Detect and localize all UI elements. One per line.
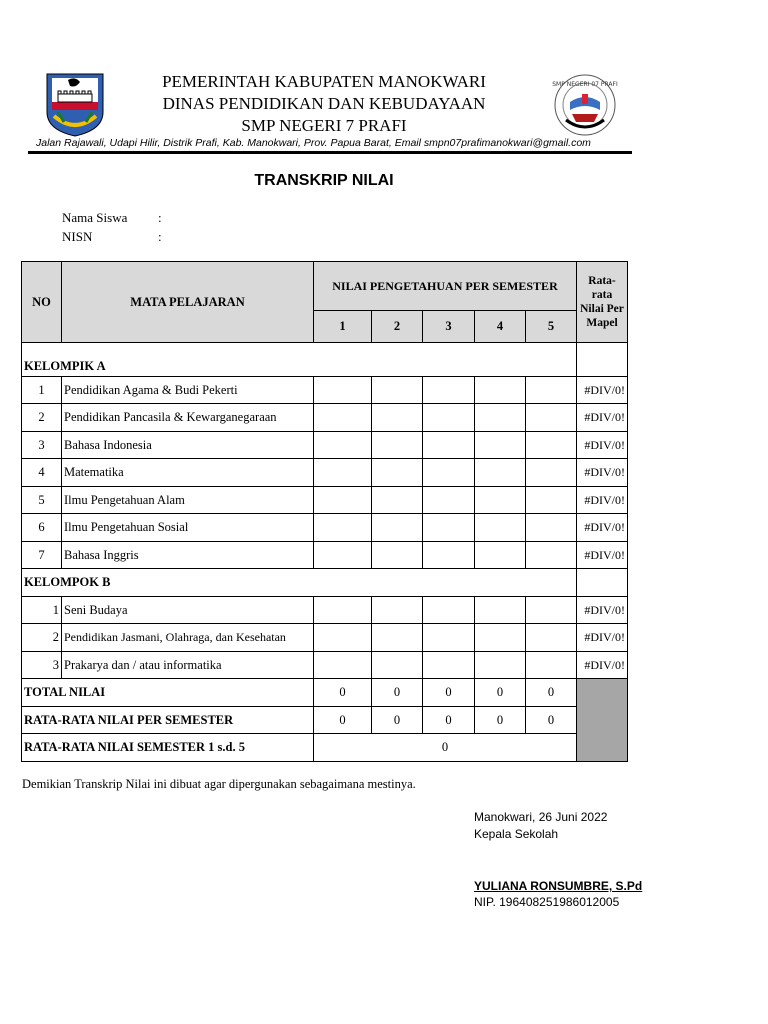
grade-cell[interactable] <box>475 624 526 652</box>
grade-cell[interactable] <box>475 542 526 569</box>
grade-cell[interactable] <box>526 459 577 487</box>
group-row-b <box>22 569 628 597</box>
field-nisn <box>62 229 162 245</box>
signature-name: YULIANA RONSUMBRE, S.Pd <box>474 879 643 893</box>
row-average: #DIV/0! <box>577 542 628 569</box>
grade-cell[interactable] <box>423 652 475 679</box>
row-no: 3 <box>22 432 62 459</box>
grade-cell[interactable] <box>475 404 526 432</box>
grade-cell[interactable] <box>526 377 577 404</box>
grade-cell[interactable] <box>475 432 526 459</box>
avg-all-row <box>22 734 628 762</box>
row-average: #DIV/0! <box>577 597 628 624</box>
table-row <box>22 514 628 542</box>
total-value: 0 <box>475 679 526 707</box>
row-no: 1 <box>22 597 62 624</box>
table-row <box>22 404 628 432</box>
total-row <box>22 679 628 707</box>
grades-table-wrapper <box>21 261 628 762</box>
grade-cell[interactable] <box>372 404 423 432</box>
avg-semester-value: 0 <box>526 707 577 734</box>
grade-cell[interactable] <box>475 377 526 404</box>
header-semester-4: 4 <box>475 311 526 343</box>
row-no: 1 <box>22 377 62 404</box>
group-empty-cell <box>577 569 628 597</box>
grade-cell[interactable] <box>423 624 475 652</box>
table-row <box>22 597 628 624</box>
grade-cell[interactable] <box>423 377 475 404</box>
grade-cell[interactable] <box>526 652 577 679</box>
row-no: 2 <box>22 624 62 652</box>
header-average-per-subject: Rata-rata Nilai Per Mapel <box>577 262 628 343</box>
grade-cell[interactable] <box>372 597 423 624</box>
row-no: 2 <box>22 404 62 432</box>
field-student-name <box>62 210 162 226</box>
grade-cell[interactable] <box>475 459 526 487</box>
header-department: DINAS PENDIDIKAN DAN KEBUDAYAAN <box>162 94 486 113</box>
grade-cell[interactable] <box>314 432 372 459</box>
grade-cell[interactable] <box>314 487 372 514</box>
school-logo <box>552 72 618 138</box>
header-government: PEMERINTAH KABUPATEN MANOKWARI <box>162 72 486 91</box>
row-average: #DIV/0! <box>577 487 628 514</box>
grade-cell[interactable] <box>372 624 423 652</box>
table-row <box>22 487 628 514</box>
grade-cell[interactable] <box>372 459 423 487</box>
row-average: #DIV/0! <box>577 432 628 459</box>
school-address: Jalan Rajawali, Udapi Hilir, Distrik Prafi, Kab. Manokwari, Prov. Papua Barat, Email smpn07prafimanokwari@gmail.com <box>36 137 591 149</box>
row-subject: Matematika <box>62 459 314 487</box>
grade-cell[interactable] <box>423 459 475 487</box>
row-subject: Pendidikan Pancasila & Kewarganegaraan <box>62 404 314 432</box>
total-value: 0 <box>423 679 475 707</box>
grade-cell[interactable] <box>314 404 372 432</box>
signature-nip: NIP. 196408251986012005 <box>474 895 620 909</box>
group-label-b: KELOMPOK B <box>22 569 577 597</box>
row-no: 7 <box>22 542 62 569</box>
total-label: TOTAL NILAI <box>22 679 314 707</box>
total-value: 0 <box>314 679 372 707</box>
table-row <box>22 377 628 404</box>
grade-cell[interactable] <box>526 542 577 569</box>
grade-cell[interactable] <box>372 432 423 459</box>
grade-cell[interactable] <box>314 459 372 487</box>
grade-cell[interactable] <box>423 542 475 569</box>
grade-cell[interactable] <box>314 652 372 679</box>
row-average: #DIV/0! <box>577 459 628 487</box>
avg-semester-label: RATA-RATA NILAI PER SEMESTER <box>22 707 314 734</box>
grade-cell[interactable] <box>526 432 577 459</box>
avg-all-value: 0 <box>314 734 577 762</box>
grade-cell[interactable] <box>314 542 372 569</box>
table-row <box>22 624 628 652</box>
field-separator: : <box>158 229 162 244</box>
field-label: NISN <box>62 229 93 244</box>
row-subject: Pendidikan Jasmani, Olahraga, dan Kesehatan <box>62 624 314 652</box>
table-row <box>22 652 628 679</box>
signature-role: Kepala Sekolah <box>474 827 559 841</box>
row-no: 3 <box>22 652 62 679</box>
table-row <box>22 459 628 487</box>
row-average: #DIV/0! <box>577 404 628 432</box>
total-value: 0 <box>372 679 423 707</box>
grade-cell[interactable] <box>423 432 475 459</box>
avg-semester-value: 0 <box>423 707 475 734</box>
row-subject: Seni Budaya <box>62 597 314 624</box>
grade-cell[interactable] <box>314 377 372 404</box>
table-header-row <box>22 262 628 311</box>
row-subject: Ilmu Pengetahuan Sosial <box>62 514 314 542</box>
summary-grey-block <box>577 679 628 762</box>
avg-semester-value: 0 <box>475 707 526 734</box>
signature-place-date: Manokwari, 26 Juni 2022 <box>474 810 608 824</box>
header-semester-2: 2 <box>372 311 423 343</box>
grade-cell[interactable] <box>526 597 577 624</box>
grade-cell[interactable] <box>423 597 475 624</box>
header-semester-3: 3 <box>423 311 475 343</box>
grade-cell[interactable] <box>475 487 526 514</box>
grade-cell[interactable] <box>423 487 475 514</box>
header-no: NO <box>22 262 62 343</box>
grades-table <box>21 261 628 762</box>
avg-semester-value: 0 <box>372 707 423 734</box>
avg-semester-value: 0 <box>314 707 372 734</box>
grade-cell[interactable] <box>372 487 423 514</box>
table-row <box>22 432 628 459</box>
header-school: SMP NEGERI 7 PRAFI <box>241 116 407 135</box>
group-label-a: KELOMPIK A <box>22 343 577 377</box>
header-semester-5: 5 <box>526 311 577 343</box>
row-subject: Bahasa Inggris <box>62 542 314 569</box>
table-row <box>22 542 628 569</box>
grade-cell[interactable] <box>314 597 372 624</box>
grade-cell[interactable] <box>526 487 577 514</box>
row-no: 4 <box>22 459 62 487</box>
grade-cell[interactable] <box>526 404 577 432</box>
grade-cell[interactable] <box>526 514 577 542</box>
row-average: #DIV/0! <box>577 514 628 542</box>
row-subject: Bahasa Indonesia <box>62 432 314 459</box>
grade-cell[interactable] <box>372 514 423 542</box>
group-empty-cell <box>577 343 628 377</box>
row-average: #DIV/0! <box>577 624 628 652</box>
field-separator: : <box>158 210 162 225</box>
row-subject: Ilmu Pengetahuan Alam <box>62 487 314 514</box>
grade-cell[interactable] <box>372 377 423 404</box>
grade-cell[interactable] <box>314 514 372 542</box>
row-no: 5 <box>22 487 62 514</box>
grade-cell[interactable] <box>423 404 475 432</box>
header-subject: MATA PELAJARAN <box>62 262 314 343</box>
grade-cell[interactable] <box>475 597 526 624</box>
row-average: #DIV/0! <box>577 377 628 404</box>
avg-all-label: RATA-RATA NILAI SEMESTER 1 s.d. 5 <box>22 734 314 762</box>
grade-cell[interactable] <box>526 624 577 652</box>
closing-statement: Demikian Transkrip Nilai ini dibuat agar dipergunakan sebagaimana mestinya. <box>22 777 416 791</box>
grade-cell[interactable] <box>372 542 423 569</box>
grade-cell[interactable] <box>475 652 526 679</box>
field-label: Nama Siswa <box>62 210 128 225</box>
avg-semester-row <box>22 707 628 734</box>
total-value: 0 <box>526 679 577 707</box>
letterhead-divider <box>28 151 632 154</box>
row-subject: Pendidikan Agama & Budi Pekerti <box>62 377 314 404</box>
grade-cell[interactable] <box>423 514 475 542</box>
row-subject: Prakarya dan / atau informatika <box>62 652 314 679</box>
row-no: 6 <box>22 514 62 542</box>
document-title: TRANSKRIP NILAI <box>254 172 394 189</box>
row-average: #DIV/0! <box>577 652 628 679</box>
header-semester-group: NILAI PENGETAHUAN PER SEMESTER <box>314 262 577 311</box>
group-row-a <box>22 343 628 377</box>
grade-cell[interactable] <box>475 514 526 542</box>
grade-cell[interactable] <box>372 652 423 679</box>
grade-cell[interactable] <box>314 624 372 652</box>
header-semester-1: 1 <box>314 311 372 343</box>
school-logo-ring-text: SMP NEGERI 07 PRAFI <box>552 81 618 88</box>
